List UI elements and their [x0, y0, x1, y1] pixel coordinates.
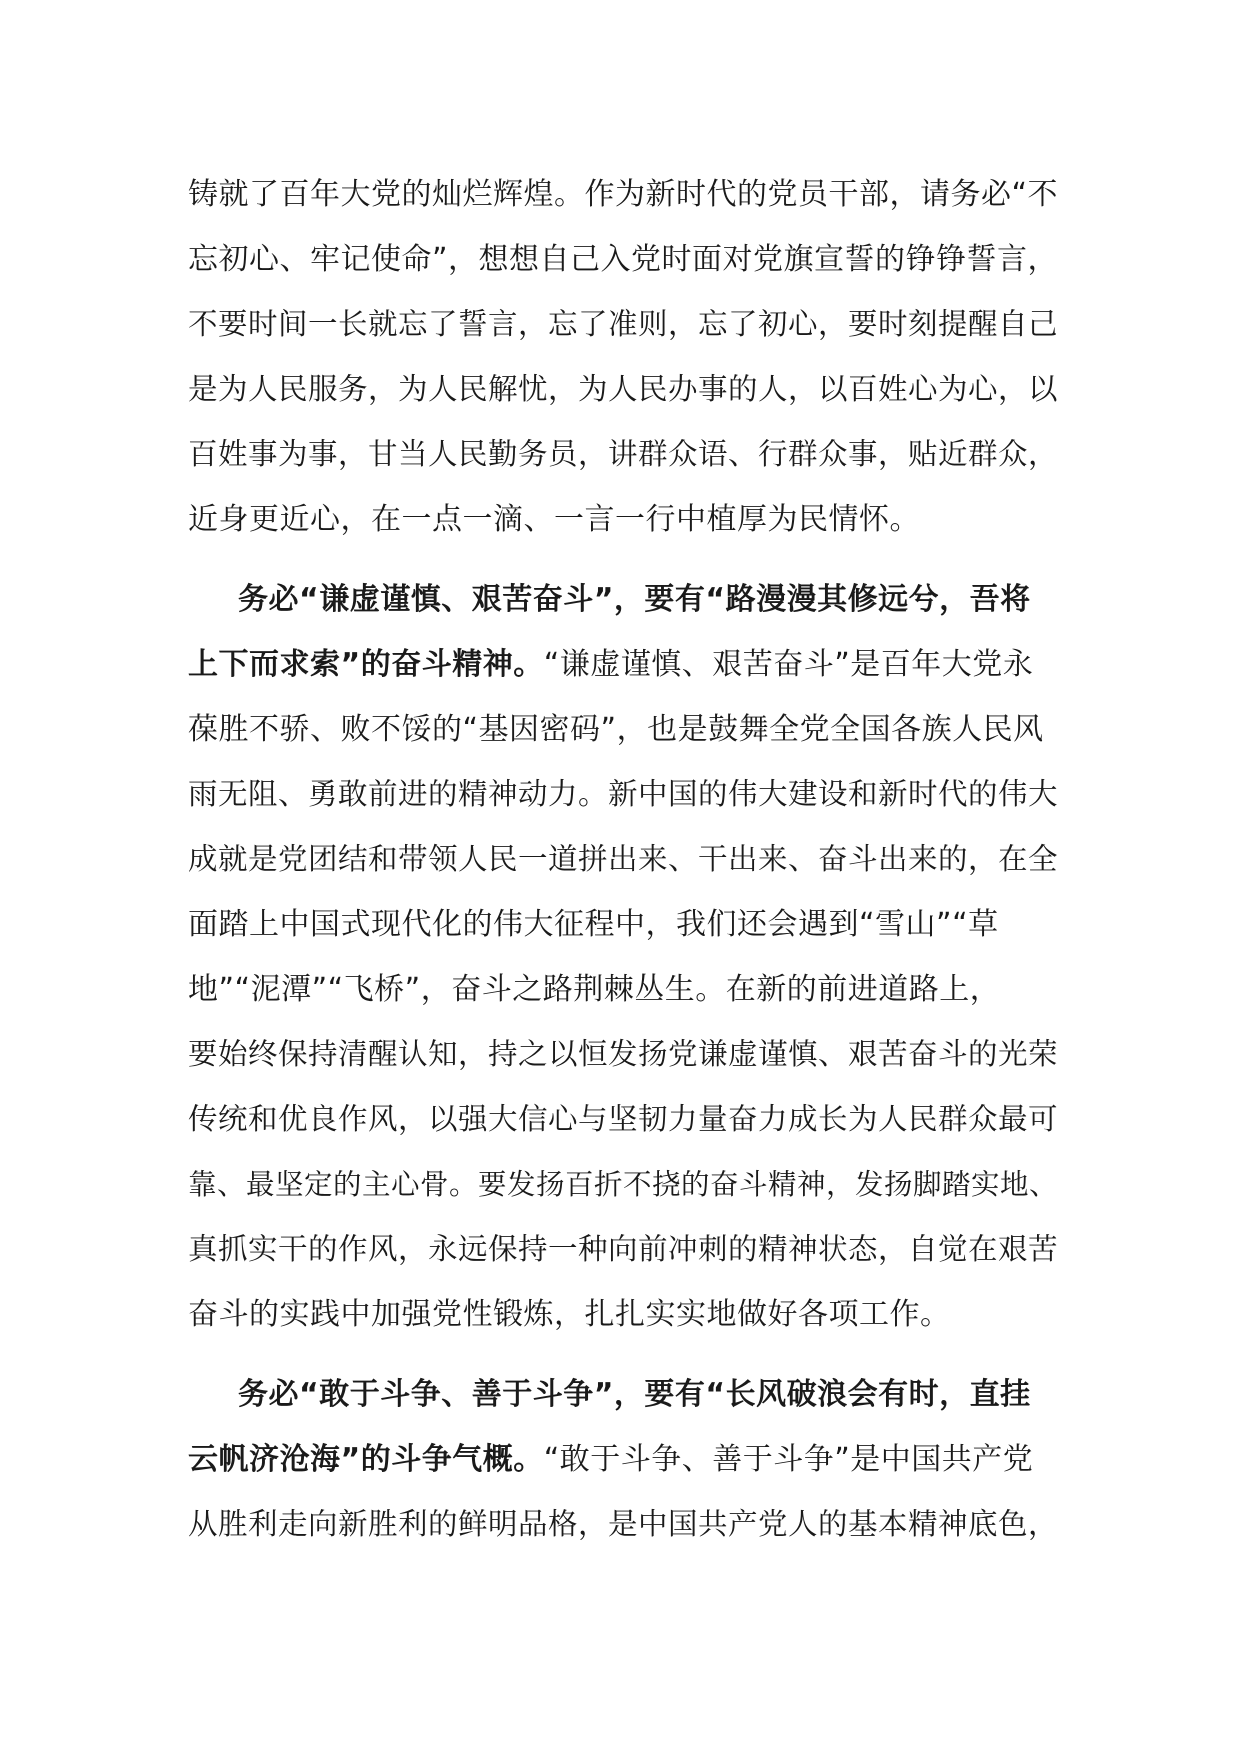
text-line [188, 762, 1058, 827]
text-line [188, 567, 1058, 632]
paragraph [188, 162, 1058, 552]
text-run: “敢于斗争、善于斗争”是中国共产党 [543, 1442, 1034, 1477]
text-line [188, 422, 1058, 487]
text-line [188, 1087, 1058, 1152]
text-line [188, 892, 1058, 957]
text-line [188, 357, 1058, 422]
text-line [188, 162, 1058, 227]
text-line [188, 632, 1058, 697]
bold-heading-run: 务必“敢于斗争、善于斗争”，要有“长风破浪会有时，直挂 [238, 1377, 1031, 1412]
paragraph [188, 1362, 1058, 1557]
text-run: 忘初心、牢记使命”，想想自己入党时面对党旗宣誓的铮铮誓言， [188, 242, 1059, 277]
text-run: 雨无阻、勇敢前进的精神动力。新中国的伟大建设和新时代的伟大 [188, 777, 1059, 811]
text-run: 铸就了百年大党的灿烂辉煌。作为新时代的党员干部，请务必“不 [188, 177, 1059, 212]
text-run: 成就是党团结和带领人民一道拼出来、干出来、奋斗出来的，在全 [188, 842, 1059, 876]
text-run: 面踏上中国式现代化的伟大征程中，我们还会遇到“雪山”“草 [188, 907, 999, 942]
text-line [188, 1282, 1058, 1347]
text-line [188, 487, 1058, 552]
text-run: 奋斗的实践中加强党性锻炼，扎扎实实地做好各项工作。 [188, 1297, 951, 1332]
text-run: 真抓实干的作风，永远保持一种向前冲刺的精神状态，自觉在艰苦 [188, 1232, 1059, 1266]
text-run: 传统和优良作风，以强大信心与坚韧力量奋力成长为人民群众最可 [188, 1102, 1059, 1136]
text-run: 葆胜不骄、败不馁的“基因密码”，也是鼓舞全党全国各族人民风 [188, 712, 1044, 747]
text-line [188, 957, 1058, 1022]
text-run: 靠、最坚定的主心骨。要发扬百折不挠的奋斗精神，发扬脚踏实地、 [188, 1168, 1059, 1201]
paragraph [188, 567, 1058, 1347]
text-line [188, 827, 1058, 892]
bold-heading-run: 务必“谦虚谨慎、艰苦奋斗”，要有“路漫漫其修远兮，吾将 [238, 582, 1031, 617]
bold-heading-run: 上下而求索”的奋斗精神。 [188, 647, 544, 682]
text-line [188, 1022, 1058, 1087]
text-run: 是为人民服务，为人民解忧，为人民办事的人，以百姓心为心，以 [188, 372, 1059, 406]
text-run: 地”“泥潭”“飞桥”，奋斗之路荆棘丛生。在新的前进道路上， [188, 972, 1001, 1007]
text-run: 要始终保持清醒认知，持之以恒发扬党谦虚谨慎、艰苦奋斗的光荣 [188, 1037, 1059, 1071]
text-line [188, 292, 1058, 357]
text-run: “谦虚谨慎、艰苦奋斗”是百年大党永 [543, 647, 1034, 682]
document-body [188, 162, 1058, 1557]
text-run: 不要时间一长就忘了誓言，忘了准则，忘了初心，要时刻提醒自己 [188, 307, 1059, 341]
text-line [188, 1427, 1058, 1492]
text-run: 近身更近心，在一点一滴、一言一行中植厚为民情怀。 [188, 502, 920, 537]
text-line [188, 1217, 1058, 1282]
text-run: 百姓事为事，甘当人民勤务员，讲群众语、行群众事，贴近群众， [188, 437, 1059, 471]
bold-heading-run: 云帆济沧海”的斗争气概。 [188, 1442, 544, 1477]
text-line [188, 227, 1058, 292]
text-line [188, 1362, 1058, 1427]
text-line [188, 697, 1058, 762]
text-run: 从胜利走向新胜利的鲜明品格，是中国共产党人的基本精神底色， [188, 1507, 1059, 1541]
text-line [188, 1492, 1058, 1557]
text-line [188, 1152, 1058, 1217]
